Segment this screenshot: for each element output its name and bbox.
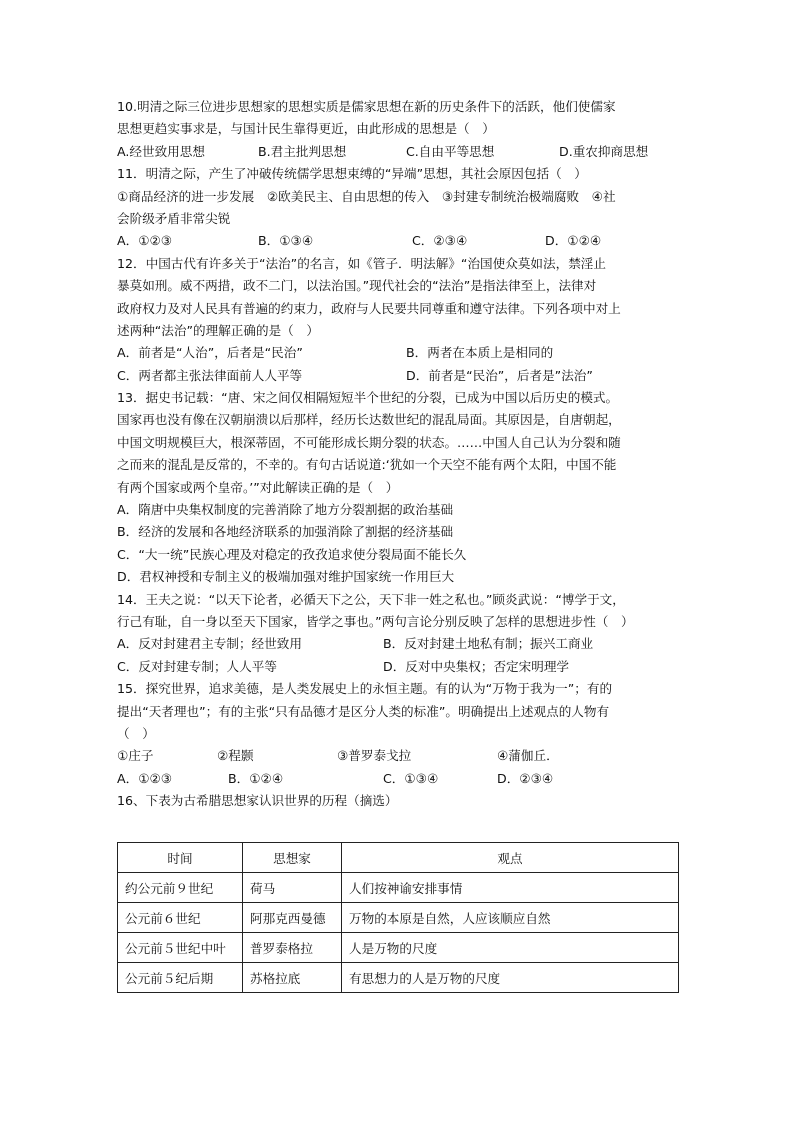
q16-stem: 16、下表为古希腊思想家认识世界的历程（摘选） <box>117 793 398 809</box>
table-cell-view: 有思想力的人是万物的尺度 <box>342 963 679 993</box>
table-header-time: 时间 <box>118 843 243 873</box>
q15-option-d: D．②③④ <box>497 770 554 786</box>
table-row <box>118 963 679 993</box>
exam-page <box>117 96 687 813</box>
q15-person-2: ②程颢 <box>217 748 254 764</box>
q15-options <box>117 768 687 790</box>
q12-stem-line2: 暴莫如刑。威不两措，政不二门，以法治国。”现代社会的“法治”是指法律至上，法律对 <box>117 278 597 294</box>
q15-person-1: ①庄子 <box>117 748 154 764</box>
q14-stem-line1: 14．王夫之说：“以天下论者，必循天下之公，天下非一姓之私也。”顾炎武说：“博学于文， <box>117 591 625 607</box>
table-cell-thinker: 苏格拉底 <box>243 963 342 993</box>
q15-stem-line1: 15．探究世界，追求美德，是人类发展史上的永恒主题。有的认为“万物于我为一”；有的 <box>117 681 613 697</box>
table-header-row <box>118 843 679 873</box>
q12-option-a: A．前者是“人治”，后者是“民治” <box>117 345 303 361</box>
q14-options-row2 <box>117 656 687 678</box>
q15-stem-line2: 提出“天者理也”；有的主张“只有品德才是区分人类的标准”。明确提出上述观点的人物有 <box>117 703 610 719</box>
q13-stem-line1: 13．据史书记载：“唐、宋之间仅相隔短短半个世纪的分裂，已成为中国以后历史的模式。 <box>117 390 619 406</box>
q13-option-c: C．“大一统”民族心理及对稳定的孜孜追求使分裂局面不能长久 <box>117 546 467 562</box>
table-cell-thinker: 荷马 <box>243 873 342 903</box>
q11-stem-line3: 会阶级矛盾非常尖锐 <box>117 210 231 226</box>
q13-stem-line5: 有两个国家或两个皇帝。’”对此解读正确的是（ ） <box>117 479 399 495</box>
q15-person-4: ④蒲伽丘． <box>497 748 559 764</box>
q11-option-c: C．②③④ <box>412 233 468 249</box>
q12-option-d: D．前者是“民治”，后者是”法治” <box>406 367 593 383</box>
table-header-view: 观点 <box>342 843 679 873</box>
q13-stem-line3: 中国文明规模巨大，根深蒂固，不可能形成长期分裂的状态。……中国人自己认为分裂和随 <box>117 434 621 450</box>
q11-option-a: A．①②③ <box>117 233 173 249</box>
table-cell-view: 人们按神谕安排事情 <box>342 873 679 903</box>
table-row <box>118 903 679 933</box>
philosophers-table <box>117 842 679 993</box>
q12-stem-line3: 政府权力及对人民具有普遍的约束力，政府与人民要共同尊重和遵守法律。下列各项中对上 <box>117 300 621 316</box>
q10-option-c: C.自由平等思想 <box>406 143 495 159</box>
q11-options <box>117 230 687 252</box>
table-cell-time: 公元前５世纪中叶 <box>118 933 243 963</box>
q12-options-row2 <box>117 365 687 387</box>
q12-options-row1 <box>117 342 687 364</box>
q12-option-c: C．两者都主张法律面前人人平等 <box>117 367 303 383</box>
q11-stem-line2: ①商品经济的进一步发展 ②欧美民主、自由思想的传入 ③封建专制统治极端腐败 ④社 <box>117 188 616 204</box>
q15-option-b: B．①②④ <box>228 770 284 786</box>
q14-options-row1 <box>117 633 687 655</box>
table-row <box>118 873 679 903</box>
q10-option-b: B.君主批判思想 <box>258 143 347 159</box>
table-cell-view: 万物的本原是自然，人应该顺应自然 <box>342 903 679 933</box>
q10-stem-line2: 思想更趋实事求是，与国计民生靠得更近，由此形成的思想是（ ） <box>117 121 495 137</box>
q10-options <box>117 141 687 163</box>
q13-option-b: B．经济的发展和各地经济联系的加强消除了割据的经济基础 <box>117 524 454 540</box>
q14-option-c: C．反对封建专制；人人平等 <box>117 658 277 674</box>
q10-option-a: A.经世致用思想 <box>117 143 205 159</box>
q12-stem-line4: 述两种“法治”的理解正确的是（ ） <box>117 322 319 338</box>
table-cell-time: 公元前５纪后期 <box>118 963 243 993</box>
q13-stem-line4: 之而来的混乱是反常的，不幸的。有句古话说道:‘犹如一个天空不能有两个太阳，中国不能 <box>117 457 617 473</box>
q12-stem-line1: 12．中国古代有许多关于“法治”的名言，如《管子．明法解》“治国使众莫如法，禁淫止 <box>117 255 606 271</box>
q11-option-d: D．①②④ <box>545 233 602 249</box>
q10-stem-line1: 10.明清之际三位进步思想家的思想实质是儒家思想在新的历史条件下的活跃，他们使儒家 <box>117 99 616 114</box>
table-cell-thinker: 普罗泰格拉 <box>243 933 342 963</box>
q14-option-a: A．反对封建君主专制；经世致用 <box>117 636 302 652</box>
q13-stem-line2: 国家再也没有像在汉朝崩溃以后那样，经历长达数世纪的混乱局面。其原因是，自唐朝起， <box>117 412 621 428</box>
q15-persons <box>117 745 687 767</box>
q11-option-b: B．①③④ <box>258 233 314 249</box>
q13-option-a: A．隋唐中央集权制度的完善消除了地方分裂割据的政治基础 <box>117 502 454 518</box>
q10-option-d: D.重农抑商思想 <box>559 143 649 159</box>
q13-option-d: D．君权神授和专制主义的极端加强对维护国家统一作用巨大 <box>117 569 455 585</box>
table-cell-view: 人是万物的尺度 <box>342 933 679 963</box>
table-cell-time: 约公元前９世纪 <box>118 873 243 903</box>
q14-stem-line2: 行己有耻，自一身以至天下国家，皆学之事也。”两句言论分别反映了怎样的思想进步性（ ） <box>117 613 634 629</box>
q15-option-a: A．①②③ <box>117 770 173 786</box>
q15-person-3: ③普罗泰戈拉 <box>337 748 412 764</box>
table-cell-time: 公元前６世纪 <box>118 903 243 933</box>
q15-stem-line3: （ ） <box>117 725 155 741</box>
q15-option-c: C．①③④ <box>383 770 439 786</box>
table-row <box>118 933 679 963</box>
table-header-thinker: 思想家 <box>243 843 342 873</box>
q14-option-b: B．反对封建土地私有制；振兴工商业 <box>383 636 594 652</box>
q14-option-d: D．反对中央集权；否定宋明理学 <box>383 658 570 674</box>
q11-stem-line1: 11．明清之际，产生了冲破传统儒学思想束缚的“异端”思想，其社会原因包括（ ） <box>117 166 587 182</box>
table-cell-thinker: 阿那克西曼德 <box>243 903 342 933</box>
q12-option-b: B．两者在本质上是相同的 <box>406 345 554 361</box>
